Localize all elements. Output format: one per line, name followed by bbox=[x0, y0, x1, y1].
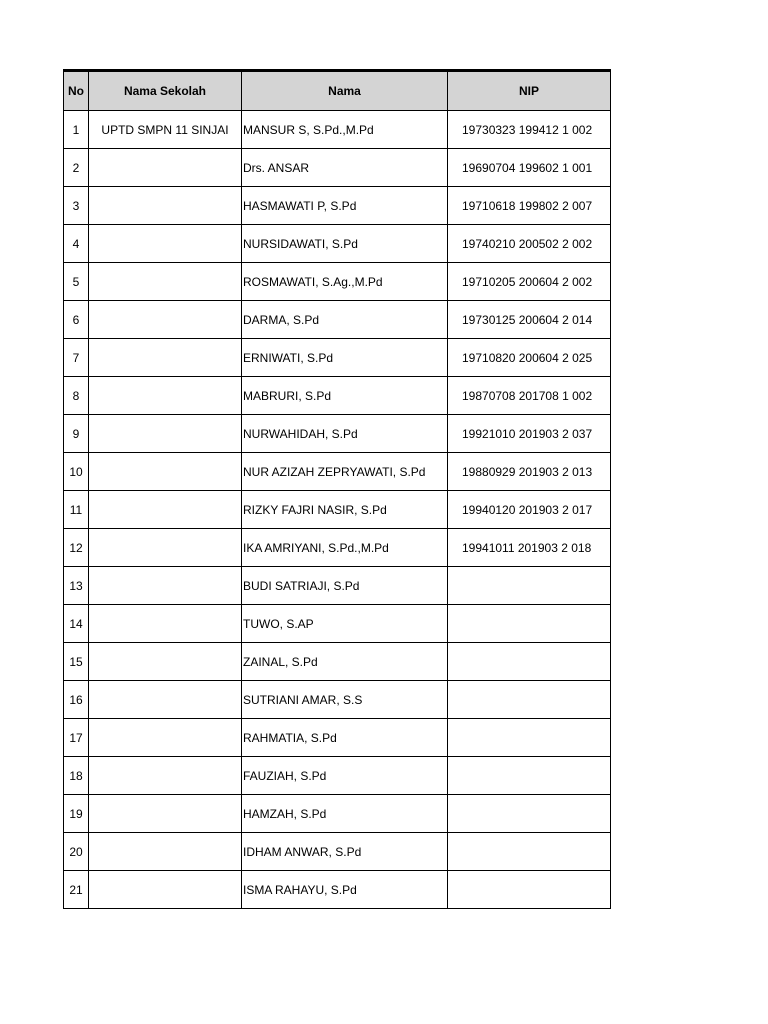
person-name: ZAINAL, S.Pd bbox=[242, 643, 448, 681]
person-name: HASMAWATI P, S.Pd bbox=[242, 187, 448, 225]
school-name bbox=[89, 757, 242, 795]
nip-value: 19710820 200604 2 025 bbox=[448, 339, 611, 377]
person-name: ROSMAWATI, S.Ag.,M.Pd bbox=[242, 263, 448, 301]
nip-value bbox=[448, 567, 611, 605]
person-name: NUR AZIZAH ZEPRYAWATI, S.Pd bbox=[242, 453, 448, 491]
nip-value bbox=[448, 681, 611, 719]
table-row bbox=[64, 301, 611, 339]
table-row bbox=[64, 377, 611, 415]
nip-value: 19940120 201903 2 017 bbox=[448, 491, 611, 529]
person-name: ERNIWATI, S.Pd bbox=[242, 339, 448, 377]
school-name bbox=[89, 453, 242, 491]
table-row bbox=[64, 415, 611, 453]
row-number: 18 bbox=[64, 757, 89, 795]
table-row bbox=[64, 453, 611, 491]
nip-value bbox=[448, 833, 611, 871]
nip-value bbox=[448, 871, 611, 909]
table-row bbox=[64, 605, 611, 643]
school-name bbox=[89, 301, 242, 339]
table-header bbox=[64, 71, 611, 111]
nip-value: 19941011 201903 2 018 bbox=[448, 529, 611, 567]
nip-value: 19730125 200604 2 014 bbox=[448, 301, 611, 339]
person-name: NURSIDAWATI, S.Pd bbox=[242, 225, 448, 263]
school-name bbox=[89, 605, 242, 643]
nip-value bbox=[448, 795, 611, 833]
row-number: 10 bbox=[64, 453, 89, 491]
school-name bbox=[89, 681, 242, 719]
row-number: 21 bbox=[64, 871, 89, 909]
person-name: MANSUR S, S.Pd.,M.Pd bbox=[242, 111, 448, 149]
school-name bbox=[89, 415, 242, 453]
header-nip: NIP bbox=[448, 71, 611, 111]
person-name: IDHAM ANWAR, S.Pd bbox=[242, 833, 448, 871]
row-number: 1 bbox=[64, 111, 89, 149]
table-row bbox=[64, 719, 611, 757]
school-name bbox=[89, 187, 242, 225]
table-row bbox=[64, 339, 611, 377]
row-number: 3 bbox=[64, 187, 89, 225]
person-name: MABRURI, S.Pd bbox=[242, 377, 448, 415]
row-number: 14 bbox=[64, 605, 89, 643]
nip-value: 19730323 199412 1 002 bbox=[448, 111, 611, 149]
row-number: 15 bbox=[64, 643, 89, 681]
table-body bbox=[64, 111, 611, 909]
row-number: 19 bbox=[64, 795, 89, 833]
row-number: 17 bbox=[64, 719, 89, 757]
table-row bbox=[64, 643, 611, 681]
nip-value: 19921010 201903 2 037 bbox=[448, 415, 611, 453]
person-name: Drs. ANSAR bbox=[242, 149, 448, 187]
person-name: IKA AMRIYANI, S.Pd.,M.Pd bbox=[242, 529, 448, 567]
person-name: FAUZIAH, S.Pd bbox=[242, 757, 448, 795]
nip-value bbox=[448, 719, 611, 757]
row-number: 13 bbox=[64, 567, 89, 605]
school-name bbox=[89, 719, 242, 757]
school-name bbox=[89, 149, 242, 187]
person-name: BUDI SATRIAJI, S.Pd bbox=[242, 567, 448, 605]
header-school: Nama Sekolah bbox=[89, 71, 242, 111]
staff-table bbox=[63, 69, 611, 909]
school-name bbox=[89, 491, 242, 529]
nip-value bbox=[448, 605, 611, 643]
row-number: 11 bbox=[64, 491, 89, 529]
row-number: 16 bbox=[64, 681, 89, 719]
nip-value: 19880929 201903 2 013 bbox=[448, 453, 611, 491]
table-row bbox=[64, 833, 611, 871]
table-row bbox=[64, 529, 611, 567]
person-name: HAMZAH, S.Pd bbox=[242, 795, 448, 833]
nip-value bbox=[448, 643, 611, 681]
school-name bbox=[89, 339, 242, 377]
nip-value: 19870708 201708 1 002 bbox=[448, 377, 611, 415]
table-row bbox=[64, 757, 611, 795]
table-row bbox=[64, 871, 611, 909]
row-number: 8 bbox=[64, 377, 89, 415]
nip-value: 19740210 200502 2 002 bbox=[448, 225, 611, 263]
table-row bbox=[64, 187, 611, 225]
row-number: 2 bbox=[64, 149, 89, 187]
row-number: 4 bbox=[64, 225, 89, 263]
table-row bbox=[64, 225, 611, 263]
person-name: RAHMATIA, S.Pd bbox=[242, 719, 448, 757]
person-name: TUWO, S.AP bbox=[242, 605, 448, 643]
table-row bbox=[64, 111, 611, 149]
school-name bbox=[89, 833, 242, 871]
row-number: 20 bbox=[64, 833, 89, 871]
school-name bbox=[89, 871, 242, 909]
school-name bbox=[89, 643, 242, 681]
school-name bbox=[89, 377, 242, 415]
person-name: SUTRIANI AMAR, S.S bbox=[242, 681, 448, 719]
school-name bbox=[89, 225, 242, 263]
row-number: 6 bbox=[64, 301, 89, 339]
row-number: 12 bbox=[64, 529, 89, 567]
table-row bbox=[64, 149, 611, 187]
nip-value bbox=[448, 757, 611, 795]
person-name: RIZKY FAJRI NASIR, S.Pd bbox=[242, 491, 448, 529]
table-row bbox=[64, 567, 611, 605]
nip-value: 19710618 199802 2 007 bbox=[448, 187, 611, 225]
header-name: Nama bbox=[242, 71, 448, 111]
row-number: 5 bbox=[64, 263, 89, 301]
school-name bbox=[89, 529, 242, 567]
table-row bbox=[64, 795, 611, 833]
person-name: DARMA, S.Pd bbox=[242, 301, 448, 339]
school-name bbox=[89, 263, 242, 301]
header-no: No bbox=[64, 71, 89, 111]
table-row bbox=[64, 491, 611, 529]
school-name bbox=[89, 567, 242, 605]
school-name bbox=[89, 795, 242, 833]
header-row bbox=[64, 71, 611, 111]
person-name: ISMA RAHAYU, S.Pd bbox=[242, 871, 448, 909]
nip-value: 19690704 199602 1 001 bbox=[448, 149, 611, 187]
table-row bbox=[64, 263, 611, 301]
row-number: 9 bbox=[64, 415, 89, 453]
table-row bbox=[64, 681, 611, 719]
person-name: NURWAHIDAH, S.Pd bbox=[242, 415, 448, 453]
school-name: UPTD SMPN 11 SINJAI bbox=[89, 111, 242, 149]
row-number: 7 bbox=[64, 339, 89, 377]
nip-value: 19710205 200604 2 002 bbox=[448, 263, 611, 301]
